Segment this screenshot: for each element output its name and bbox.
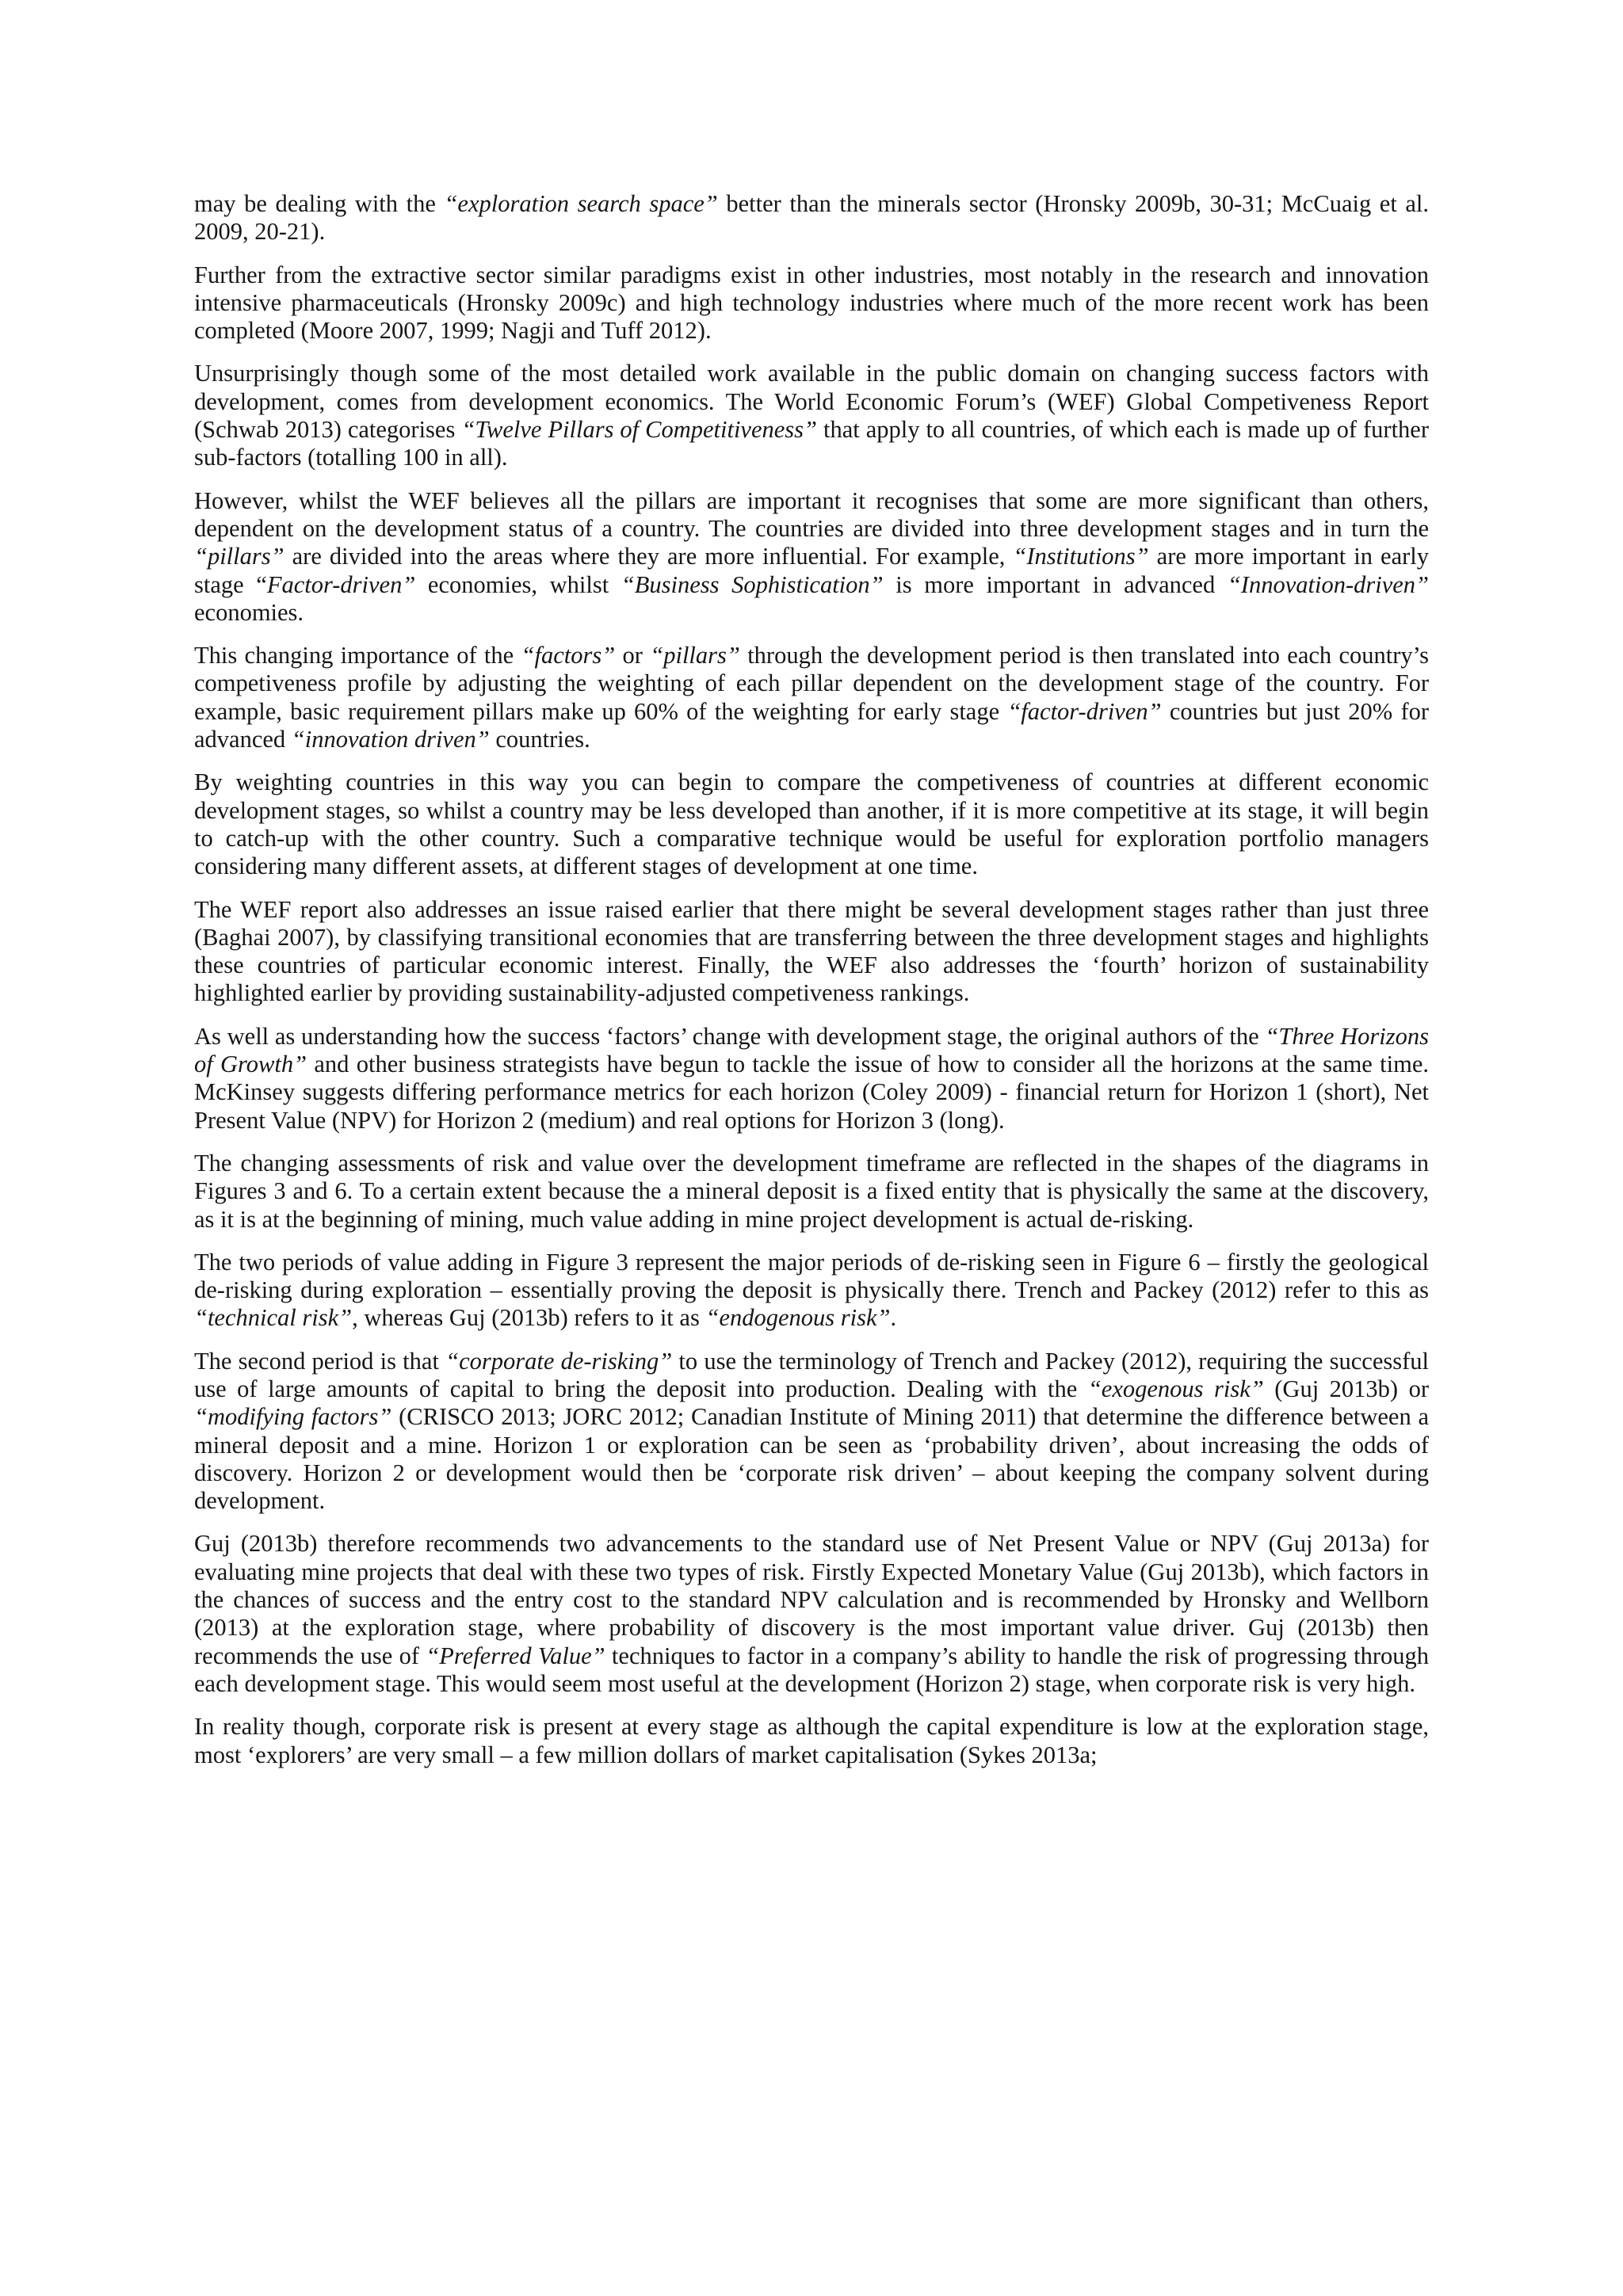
paragraph: The changing assessments of risk and value over the development timeframe are reflected in the shapes of the diagrams in Figures 3 and 6. To a certain extent because the a mineral deposit is a fixed entity that is physically the same at the discovery, as it is at the beginning of mining, much value adding in mine project development is actual de-risking.: [194, 1149, 1429, 1233]
paragraph: In reality though, corporate risk is present at every stage as although the capital expenditure is low at the exploration stage, most ‘explorers’ are very small – a few million dollars of market capitalisation (Sykes 2013a;: [194, 1713, 1429, 1768]
paragraph: may be dealing with the “exploration search space” better than the minerals sector (Hronsky 2009b, 30-31; McCuaig et al. 2009, 20-21).: [194, 190, 1429, 246]
paragraph: However, whilst the WEF believes all the pillars are important it recognises that some are more significant than others, dependent on the development status of a country. The countries are divided into three development stages and in turn the “pillars” are divided into the areas where they are more influential. For example, “Institutions” are more important in early stage “Factor-driven” economies, whilst “Business Sophistication” is more important in advanced “Innovation-driven” economies.: [194, 486, 1430, 626]
paragraph: This changing importance of the “factors” or “pillars” through the development period is then translated into each country’s competiveness profile by adjusting the weighting of each pillar dependent on the development stage of the country. For example, basic requirement pillars make up 60% of the weighting for early stage “factor-driven” countries but just 20% for advanced “innovation driven” countries.: [194, 642, 1430, 753]
paragraph: Guj (2013b) therefore recommends two advancements to the standard use of Net Present Value or NPV (Guj 2013a) for evaluating mine projects that deal with these two types of risk. Firstly Expected Monetary Value (Guj 2013b), which factors in the chances of success and the entry cost to the standard NPV calculation and is recommended by Hronsky and Wellborn (2013) at the exploration stage, where probability of discovery is the most important value driver. Guj (2013b) then recommends the use of “Preferred Value” techniques to factor in a company’s ability to handle the risk of progressing through each development stage. This would seem most useful at the development (Horizon 2) stage, when corporate risk is very high.: [194, 1530, 1429, 1697]
paragraph: The two periods of value adding in Figure 3 represent the major periods of de-risking seen in Figure 6 – firstly the geological de-risking during exploration – essentially proving the deposit is physically there. Trench and Packey (2012) refer to this as “technical risk”, whereas Guj (2013b) refers to it as “endogenous risk”.: [194, 1248, 1429, 1332]
paragraph: The WEF report also addresses an issue raised earlier that there might be several development stages rather than just three (Baghai 2007), by classifying transitional economies that are transferring between the three development stages and highlights these countries of particular economic interest. Finally, the WEF also addresses the ‘fourth’ horizon of sustainability highlighted earlier by providing sustainability-adjusted competiveness rankings.: [194, 895, 1429, 1007]
paragraph: Further from the extractive sector similar paradigms exist in other industries, most notably in the research and innovation intensive pharmaceuticals (Hronsky 2009c) and high technology industries where much of the more recent work has been completed (Moore 2007, 1999; Nagji and Tuff 2012).: [194, 261, 1429, 345]
document-page: [194, 190, 1429, 1784]
paragraph: Unsurprisingly though some of the most detailed work available in the public domain on changing success factors with development, comes from development economics. The World Economic Forum’s (WEF) Global Competiveness Report (Schwab 2013) categorises “Twelve Pillars of Competitiveness” that apply to all countries, of which each is made up of further sub-factors (totalling 100 in all).: [194, 360, 1429, 471]
paragraph: As well as understanding how the success ‘factors’ change with development stage, the original authors of the “Three Horizons of Growth” and other business strategists have begun to tackle the issue of how to consider all the horizons at the same time. McKinsey suggests differing performance metrics for each horizon (Coley 2009) - financial return for Horizon 1 (short), Net Present Value (NPV) for Horizon 2 (medium) and real options for Horizon 3 (long).: [194, 1022, 1429, 1134]
paragraph: By weighting countries in this way you can begin to compare the competiveness of countries at different economic development stages, so whilst a country may be less developed than another, if it is more competitive at its stage, it will begin to catch-up with the other country. Such a comparative technique would be useful for exploration portfolio managers considering many different assets, at different stages of development at one time.: [194, 769, 1429, 880]
paragraph: The second period is that “corporate de-risking” to use the terminology of Trench and Packey (2012), requiring the successful use of large amounts of capital to bring the deposit into production. Dealing with the “exogenous risk” (Guj 2013b) or “modifying factors” (CRISCO 2013; JORC 2012; Canadian Institute of Mining 2011) that determine the difference between a mineral deposit and a mine. Horizon 1 or exploration can be seen as ‘probability driven’, about increasing the odds of discovery. Horizon 2 or development would then be ‘corporate risk driven’ – about keeping the company solvent during development.: [194, 1347, 1429, 1515]
